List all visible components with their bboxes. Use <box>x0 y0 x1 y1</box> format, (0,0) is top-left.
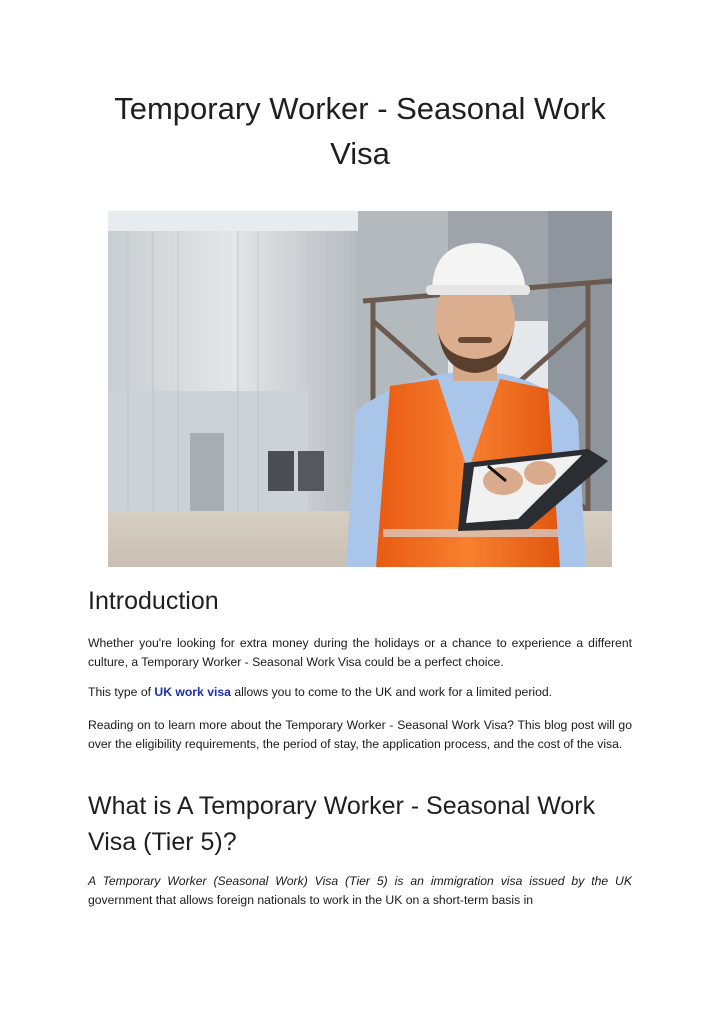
intro-paragraph-2-after: allows you to come to the UK and work for a limited period. <box>230 685 553 699</box>
photo-illustration <box>108 211 612 567</box>
document-title: Temporary Worker - Seasonal Work Visa <box>114 91 606 171</box>
introduction-heading: Introduction <box>88 587 219 615</box>
what-is-paragraph-rest: government that allows foreign nationals to work in the UK on a short-term basis in <box>88 892 534 907</box>
what-is-heading: What is A Temporary Worker - Seasonal Work Visa (Tier 5)? <box>88 792 596 856</box>
what-is-paragraph-italic: A Temporary Worker (Seasonal Work) Visa (Tier 5) is an immigration visa issued by the UK <box>88 874 632 888</box>
construction-worker-photo <box>108 211 612 567</box>
uk-work-visa-link[interactable]: UK work visa <box>154 685 231 699</box>
intro-paragraph-2-before: This type of <box>88 685 155 699</box>
what-is-paragraph <box>88 872 632 909</box>
intro-paragraph-3: Reading on to learn more about the Temporary Worker - Seasonal Work Visa? This blog post will go over the eligibility requirements, the period of stay, the application process, and the cost of the visa. <box>88 718 632 751</box>
intro-paragraph-1: Whether you're looking for extra money during the holidays or a chance to experience a different culture, a Temporary Worker - Seasonal Work Visa could be a perfect choice. <box>88 636 632 669</box>
intro-paragraph-2 <box>88 683 632 702</box>
